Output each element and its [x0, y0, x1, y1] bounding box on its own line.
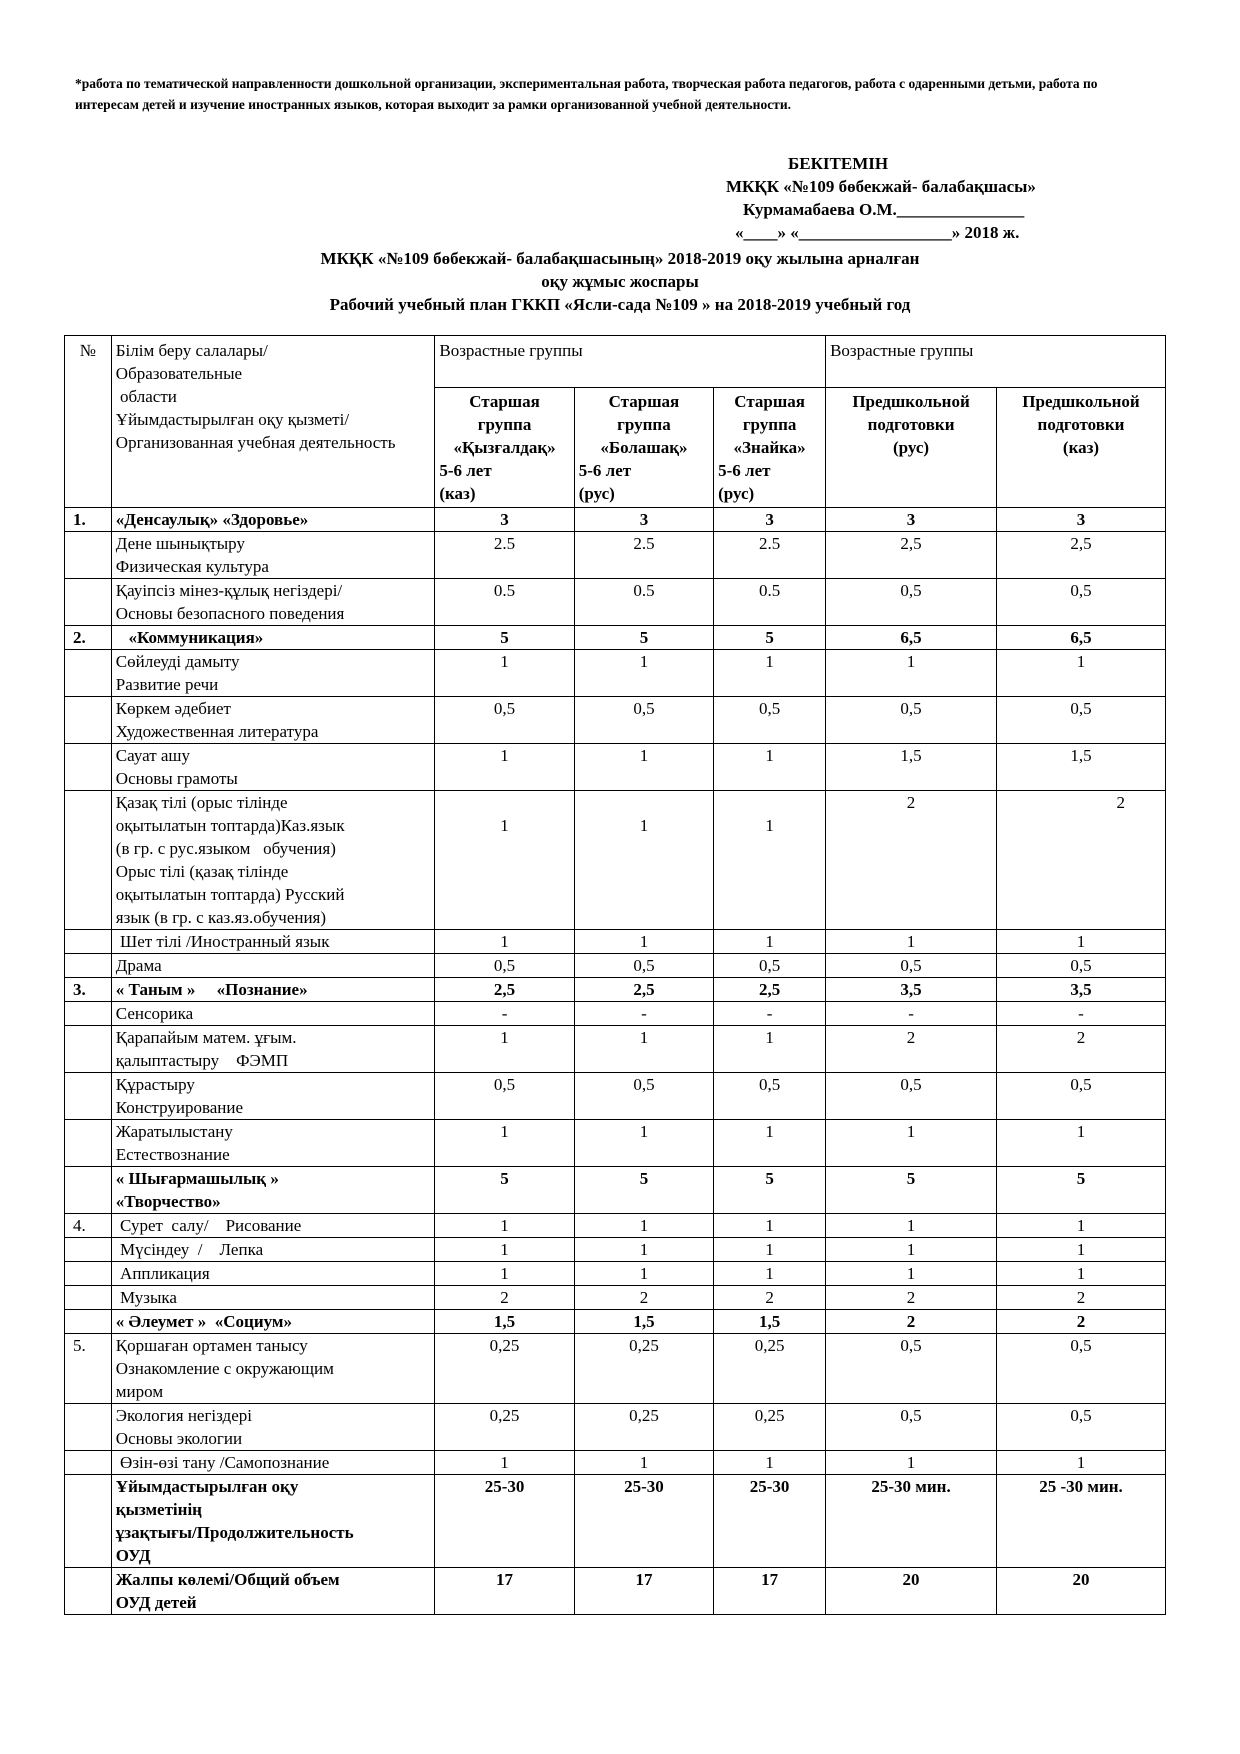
row-subject	[111, 626, 435, 650]
row-subject	[111, 930, 435, 954]
header-col-text: 5-6 лет	[578, 461, 632, 480]
header-col-1	[435, 388, 574, 508]
table-row	[65, 978, 1166, 1002]
row-value: 1	[826, 1120, 997, 1167]
row-value: 1	[435, 1214, 574, 1238]
row-value: -	[826, 1002, 997, 1026]
row-number	[65, 1120, 112, 1167]
header-col-text: «Қызғалдақ»	[453, 438, 556, 457]
row-number: 1.	[65, 508, 112, 532]
row-value: 2,5	[435, 978, 574, 1002]
row-subject-line: Ұйымдастырылған оқу	[115, 1477, 299, 1496]
row-value: 1	[435, 791, 574, 930]
row-subject-line: Сөйлеуді дамыту	[115, 652, 240, 671]
row-number	[65, 1167, 112, 1214]
row-value: 5	[574, 626, 713, 650]
row-number: 5.	[65, 1334, 112, 1404]
row-value: 2.5	[574, 532, 713, 579]
row-subject	[111, 1120, 435, 1167]
row-number	[65, 791, 112, 930]
row-value: 1	[714, 744, 826, 791]
table-row	[65, 954, 1166, 978]
row-value: 0.5	[714, 579, 826, 626]
row-value: 2	[997, 1026, 1166, 1073]
row-subject-line: Сенсорика	[115, 1004, 194, 1023]
row-subject-line: Основы грамоты	[115, 769, 238, 788]
row-subject-line: Қоршаған ортамен танысу	[115, 1336, 308, 1355]
row-value: 0,5	[826, 1404, 997, 1451]
row-subject-line: ОУД	[115, 1546, 151, 1565]
title-line-1: МКҚК «№109 бөбекжай- балабақшасының» 2018-2019 оқу жылына арналған	[320, 249, 920, 268]
row-subject-line: қызметінің	[115, 1500, 202, 1519]
row-number	[65, 579, 112, 626]
table-row	[65, 1475, 1166, 1568]
row-subject	[111, 1073, 435, 1120]
row-subject-line: Құрастыру	[115, 1075, 195, 1094]
row-value: 3	[435, 508, 574, 532]
row-subject-line: Қауіпсіз мінез-құлық негіздері/	[115, 581, 343, 600]
header-col-text: (рус)	[893, 438, 930, 457]
row-number	[65, 1475, 112, 1568]
table-row	[65, 1120, 1166, 1167]
row-value: 1	[997, 1120, 1166, 1167]
row-subject-line: (в гр. с рус.языком обучения)	[115, 839, 336, 858]
approval-head: Курмамабаева О.М._______________	[743, 200, 1025, 219]
row-subject	[111, 1002, 435, 1026]
table-row	[65, 1334, 1166, 1404]
row-number	[65, 1262, 112, 1286]
row-value: 1	[435, 1120, 574, 1167]
row-value: 1	[435, 1262, 574, 1286]
header-col-3	[714, 388, 826, 508]
row-value: 1	[714, 1120, 826, 1167]
row-number: 2.	[65, 626, 112, 650]
row-subject-line: Көркем әдебиет	[115, 699, 231, 718]
row-number	[65, 1568, 112, 1615]
row-number	[65, 1404, 112, 1451]
row-value: 1	[574, 791, 713, 930]
table-row	[65, 744, 1166, 791]
row-value: 0.5	[435, 579, 574, 626]
row-value: 1	[714, 1262, 826, 1286]
row-value: 1	[574, 1120, 713, 1167]
row-value: 1	[574, 1451, 713, 1475]
row-subject	[111, 791, 435, 930]
row-subject-line: Дене шынықтыру	[115, 534, 245, 553]
row-value: 1	[826, 650, 997, 697]
row-number	[65, 1310, 112, 1334]
row-subject-line: Музыка	[115, 1288, 177, 1307]
row-subject-line: Основы безопасного поведения	[115, 604, 345, 623]
row-value: 0,5	[826, 954, 997, 978]
row-value: 1	[574, 650, 713, 697]
row-value: 1	[997, 930, 1166, 954]
row-value: -	[714, 1002, 826, 1026]
row-number	[65, 532, 112, 579]
row-value: 1	[997, 650, 1166, 697]
row-number	[65, 697, 112, 744]
row-subject-line: Сурет салу/ Рисование	[115, 1216, 302, 1235]
row-value: 3	[997, 508, 1166, 532]
row-value: 0,5	[574, 954, 713, 978]
row-subject-line: оқытылатын топтарда)Каз.язык	[115, 816, 345, 835]
row-value: 2	[997, 791, 1166, 930]
row-value: 1	[826, 930, 997, 954]
row-value: 0,5	[997, 1334, 1166, 1404]
row-value: 2	[826, 791, 997, 930]
table-row	[65, 1451, 1166, 1475]
row-value: 1	[826, 1451, 997, 1475]
row-subject-line: «Коммуникация»	[115, 628, 264, 647]
header-age-groups-1: Возрастные группы	[435, 336, 826, 388]
row-value: 1	[574, 1262, 713, 1286]
row-value: 1	[714, 1026, 826, 1073]
row-value: 1	[997, 1262, 1166, 1286]
table-row	[65, 1002, 1166, 1026]
row-value: 1,5	[997, 744, 1166, 791]
row-value: 0,5	[997, 1073, 1166, 1120]
header-col-text: группа	[742, 415, 797, 434]
row-subject-line: миром	[115, 1382, 164, 1401]
row-value: 2	[997, 1310, 1166, 1334]
row-value: 5	[574, 1167, 713, 1214]
table-row	[65, 1167, 1166, 1214]
row-number	[65, 954, 112, 978]
approval-date: «____» «__________________» 2018 ж.	[735, 223, 1020, 242]
row-value: 1,5	[826, 744, 997, 791]
row-value: -	[435, 1002, 574, 1026]
row-number	[65, 1073, 112, 1120]
row-subject-line: Конструирование	[115, 1098, 244, 1117]
row-subject	[111, 508, 435, 532]
row-subject	[111, 650, 435, 697]
row-subject-line: Жалпы көлемі/Общий объем	[115, 1570, 340, 1589]
row-value: 1	[435, 650, 574, 697]
row-value: 3	[826, 508, 997, 532]
row-value: 0,5	[826, 1073, 997, 1120]
approval-org: МКҚК «№109 бөбекжай- балабақшасы»	[726, 177, 1036, 196]
row-value: 0,5	[997, 954, 1166, 978]
header-col-text: Предшкольной	[852, 392, 970, 411]
table-row	[65, 930, 1166, 954]
table-row	[65, 1238, 1166, 1262]
row-value: 6,5	[997, 626, 1166, 650]
row-number	[65, 1026, 112, 1073]
row-number	[65, 1002, 112, 1026]
row-subject-line: оқытылатын топтарда) Русский	[115, 885, 345, 904]
table-row	[65, 1026, 1166, 1073]
row-value: 0,25	[714, 1404, 826, 1451]
row-subject-line: « Шығармашылық »	[115, 1169, 279, 1188]
row-value: 1	[714, 1214, 826, 1238]
row-subject	[111, 954, 435, 978]
row-subject	[111, 1451, 435, 1475]
row-subject-line: Қазақ тілі (орыс тілінде	[115, 793, 288, 812]
row-value: 1	[714, 1238, 826, 1262]
row-subject	[111, 1026, 435, 1073]
row-value: 2	[826, 1026, 997, 1073]
row-value: 1	[714, 930, 826, 954]
row-value: 2	[574, 1286, 713, 1310]
row-value: -	[574, 1002, 713, 1026]
table-row	[65, 532, 1166, 579]
approval-title: БЕКІТЕМІН	[788, 154, 889, 173]
row-value: 1,5	[574, 1310, 713, 1334]
row-subject-line: Өзін-өзі тану /Самопознание	[115, 1453, 330, 1472]
row-subject	[111, 1475, 435, 1568]
row-value: 0,5	[997, 579, 1166, 626]
table-row	[65, 579, 1166, 626]
table-row	[65, 508, 1166, 532]
row-subject	[111, 1334, 435, 1404]
row-value: 3,5	[826, 978, 997, 1002]
table-row	[65, 650, 1166, 697]
row-value: 6,5	[826, 626, 997, 650]
row-subject-line: Орыс тілі (қазақ тілінде	[115, 862, 289, 881]
row-value: 1	[574, 744, 713, 791]
row-value: 0,5	[574, 697, 713, 744]
row-value: 3,5	[997, 978, 1166, 1002]
row-value: 1	[435, 1026, 574, 1073]
row-number	[65, 1286, 112, 1310]
row-value: 1	[435, 1451, 574, 1475]
row-subject	[111, 1262, 435, 1286]
header-col-text: «Болашақ»	[600, 438, 688, 457]
row-subject-line: Физическая культура	[115, 557, 269, 576]
row-value: 2,5	[997, 532, 1166, 579]
table-row	[65, 1404, 1166, 1451]
table-row	[65, 1214, 1166, 1238]
header-num: №	[65, 336, 112, 508]
row-value: 3	[574, 508, 713, 532]
row-number	[65, 744, 112, 791]
table-header-row-1	[65, 336, 1166, 388]
row-value: 5	[714, 1167, 826, 1214]
row-value: 0,5	[435, 697, 574, 744]
row-value: 5	[435, 1167, 574, 1214]
row-value: 1	[435, 1238, 574, 1262]
row-subject-line: Мүсіндеу / Лепка	[115, 1240, 264, 1259]
row-subject-line: Сауат ашу	[115, 746, 191, 765]
row-value: 17	[574, 1568, 713, 1615]
curriculum-table	[64, 335, 1166, 1615]
table-row	[65, 1310, 1166, 1334]
row-subject	[111, 1310, 435, 1334]
row-value: 1	[574, 1026, 713, 1073]
row-value: 1	[714, 650, 826, 697]
row-value: 2.5	[714, 532, 826, 579]
row-subject	[111, 1167, 435, 1214]
header-col-text: подготовки	[1037, 415, 1125, 434]
row-subject	[111, 1238, 435, 1262]
row-number	[65, 930, 112, 954]
row-value: 0,5	[435, 954, 574, 978]
row-value: 17	[714, 1568, 826, 1615]
row-value: 0,25	[714, 1334, 826, 1404]
header-col-text: (рус)	[578, 484, 615, 503]
header-area: Білім беру салалары/ Образовательные области Ұйымдастырылған оқу қызметі/Организованная учебная деятельность	[111, 336, 435, 508]
row-subject-line: Қарапайым матем. ұғым.	[115, 1028, 297, 1047]
row-subject	[111, 978, 435, 1002]
row-value: 1,5	[435, 1310, 574, 1334]
header-col-text: Старшая	[734, 392, 805, 411]
header-col-4	[826, 388, 997, 508]
row-subject-line: Драма	[115, 956, 162, 975]
row-value: 5	[826, 1167, 997, 1214]
table-row	[65, 791, 1166, 930]
row-number: 4.	[65, 1214, 112, 1238]
title-line-2: оқу жұмыс жоспары	[541, 272, 699, 291]
row-subject-line: язык (в гр. с каз.яз.обучения)	[115, 908, 327, 927]
row-number: 3.	[65, 978, 112, 1002]
row-value: 2	[997, 1286, 1166, 1310]
table-row	[65, 697, 1166, 744]
row-value: 2	[826, 1310, 997, 1334]
row-value: 1	[714, 791, 826, 930]
row-subject-line: « Таным » «Познание»	[115, 980, 308, 999]
header-col-text: подготовки	[867, 415, 955, 434]
row-value: 5	[435, 626, 574, 650]
header-col-text: Предшкольной	[1022, 392, 1140, 411]
row-subject-line: Художественная литература	[115, 722, 319, 741]
row-value: 25-30	[574, 1475, 713, 1568]
row-number	[65, 1238, 112, 1262]
row-number	[65, 1451, 112, 1475]
table-row	[65, 1073, 1166, 1120]
row-subject-line: Аппликация	[115, 1264, 210, 1283]
row-value: 1,5	[714, 1310, 826, 1334]
row-subject-line: Ознакомление с окружающим	[115, 1359, 334, 1378]
header-col-text: (каз)	[1062, 438, 1100, 457]
row-subject-line: Шет тілі /Иностранный язык	[115, 932, 330, 951]
table-row	[65, 626, 1166, 650]
row-value: -	[997, 1002, 1166, 1026]
footnote: *работа по тематической направленности дошкольной организации, экспериментальная работа, творческая работа педагогов, работа с одаренными детьми, работа по интересам детей и изучение иностранных языков, которая выходит за рамки организованной учебной деятельности.	[75, 76, 1098, 112]
row-value: 1	[574, 1238, 713, 1262]
header-col-text: 5-6 лет	[439, 461, 492, 480]
header-age-groups-2: Возрастные группы	[826, 336, 1166, 388]
header-col-text: (рус)	[718, 484, 755, 503]
row-value: 25-30 мин.	[826, 1475, 997, 1568]
row-value: 2	[714, 1286, 826, 1310]
row-value: 1	[435, 744, 574, 791]
header-col-text: Старшая	[469, 392, 540, 411]
title-line-3: Рабочий учебный план ГККП «Ясли-сада №109 » на 2018-2019 учебный год	[329, 295, 911, 314]
row-value: 1	[997, 1238, 1166, 1262]
row-value: 0,25	[435, 1404, 574, 1451]
row-value: 0,25	[435, 1334, 574, 1404]
document-title	[60, 247, 1180, 316]
row-value: 0,5	[435, 1073, 574, 1120]
row-value: 1	[826, 1214, 997, 1238]
row-value: 2	[435, 1286, 574, 1310]
row-value: 25-30	[435, 1475, 574, 1568]
row-value: 0,5	[714, 1073, 826, 1120]
row-value: 0.5	[574, 579, 713, 626]
row-subject-line: ОУД детей	[115, 1593, 197, 1612]
row-value: 1	[574, 930, 713, 954]
row-value: 17	[435, 1568, 574, 1615]
row-subject-line: ұзақтығы/Продолжительность	[115, 1523, 354, 1542]
row-value: 1	[826, 1238, 997, 1262]
row-subject	[111, 1404, 435, 1451]
row-value: 0,5	[997, 697, 1166, 744]
row-value: 20	[997, 1568, 1166, 1615]
header-col-5	[997, 388, 1166, 508]
row-value: 2,5	[714, 978, 826, 1002]
row-subject	[111, 1568, 435, 1615]
row-value: 0,5	[574, 1073, 713, 1120]
row-value: 2	[826, 1286, 997, 1310]
row-value: 0,5	[714, 954, 826, 978]
row-value: 1	[714, 1451, 826, 1475]
row-value: 0,5	[997, 1404, 1166, 1451]
header-col-text: «Знайка»	[733, 438, 806, 457]
row-value: 20	[826, 1568, 997, 1615]
row-value: 1	[997, 1214, 1166, 1238]
row-subject-line: қалыптастыру ФЭМП	[115, 1051, 289, 1070]
row-value: 1	[435, 930, 574, 954]
row-value: 25-30	[714, 1475, 826, 1568]
row-subject-line: Развитие речи	[115, 675, 219, 694]
row-subject	[111, 532, 435, 579]
header-col-text: группа	[477, 415, 532, 434]
row-subject-line: Экология негіздері	[115, 1406, 252, 1425]
table-row	[65, 1286, 1166, 1310]
row-value: 0,5	[826, 579, 997, 626]
row-subject-line: «Творчество»	[115, 1192, 221, 1211]
table-row	[65, 1262, 1166, 1286]
row-subject-line: Естествознание	[115, 1145, 230, 1164]
header-col-text: Старшая	[608, 392, 680, 411]
row-subject	[111, 697, 435, 744]
row-value: 3	[714, 508, 826, 532]
row-value: 0,5	[714, 697, 826, 744]
row-subject-line: Основы экологии	[115, 1429, 243, 1448]
row-subject	[111, 744, 435, 791]
table-row	[65, 1568, 1166, 1615]
row-value: 5	[997, 1167, 1166, 1214]
row-subject-line: « Әлеумет » «Социум»	[115, 1312, 292, 1331]
header-col-text: (каз)	[439, 484, 476, 503]
row-value: 1	[997, 1451, 1166, 1475]
header-col-2	[574, 388, 713, 508]
row-value: 2,5	[826, 532, 997, 579]
row-subject	[111, 1214, 435, 1238]
row-value: 0,5	[826, 1334, 997, 1404]
row-value: 1	[574, 1214, 713, 1238]
row-value: 5	[714, 626, 826, 650]
approval-block	[700, 152, 1140, 244]
row-subject-line: «Денсаулық» «Здоровье»	[115, 510, 309, 529]
row-value: 0,5	[826, 697, 997, 744]
row-value: 2.5	[435, 532, 574, 579]
header-col-text: группа	[617, 415, 671, 434]
header-col-text: 5-6 лет	[718, 461, 771, 480]
row-subject	[111, 1286, 435, 1310]
row-value: 25 -30 мин.	[997, 1475, 1166, 1568]
row-value: 1	[826, 1262, 997, 1286]
row-number	[65, 650, 112, 697]
row-subject-line: Жаратылыстану	[115, 1122, 233, 1141]
row-subject	[111, 579, 435, 626]
row-value: 0,25	[574, 1404, 713, 1451]
row-value: 0,25	[574, 1334, 713, 1404]
row-value: 2,5	[574, 978, 713, 1002]
